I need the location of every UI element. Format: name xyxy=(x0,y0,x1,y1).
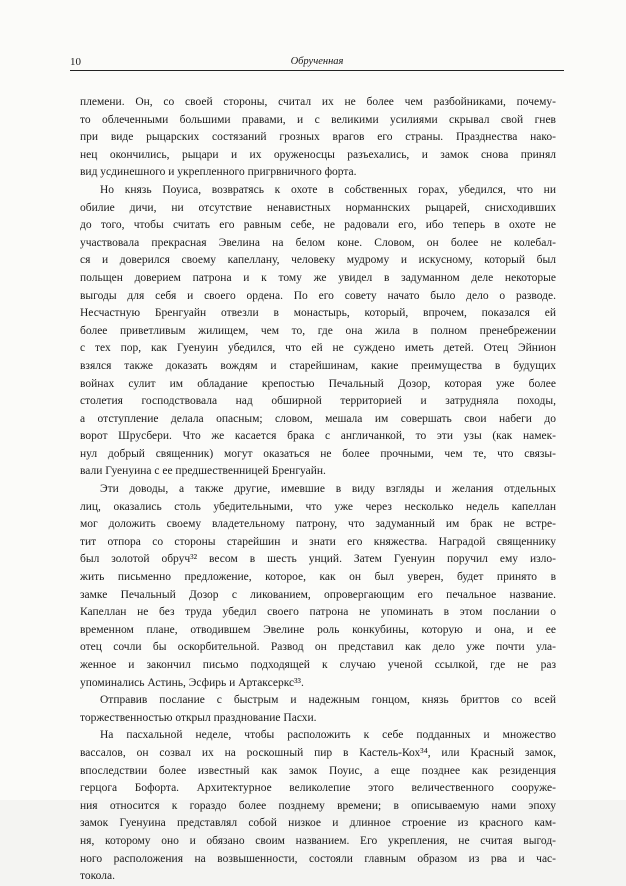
text-line: столетия господствовала над обширной территорией и затрудняла походы, xyxy=(80,395,556,408)
text-line: ния относится к гораздо более позднему времени; в описываемую нами эпоху xyxy=(80,799,556,812)
text-line: женное и закончил письмо подходящей к случаю ученой ссылкой, где не раз xyxy=(80,659,556,671)
text-line: тит отпора со стороны старейшин и знати его княжества. Наградой священнику xyxy=(80,535,556,548)
text-line: выгоды для себя и своего ордена. По его совету начато было дело о разводе. xyxy=(80,289,556,302)
running-title: Обрученная xyxy=(290,56,344,67)
text-line: ворот Шрусбери. Что же касается брака с англичанкой, то эти узы (как намек- xyxy=(80,430,556,443)
text-line: более приветливым жилищем, чем то, где она жила в полном пренебрежении xyxy=(80,324,556,337)
page-number: 10 xyxy=(70,56,81,68)
text-line: На пасхальной неделе, чтобы расположить к себе подданных и множество xyxy=(100,729,556,742)
text-line: с тех пор, как Гуенуин убедился, что ей не суждено иметь детей. Отец Эйнион xyxy=(80,342,556,355)
text-line: ся и доверился своему капеллану, человеку мудрому и искусному, который был xyxy=(80,254,556,267)
text-line: обилие дичи, ни отсутствие ненавистных норманнских рыцарей, снисходивших xyxy=(80,201,556,214)
text-line: до того, чтобы считать его равным себе, не радовали его, ибо теперь в охоте не xyxy=(80,219,556,232)
text-line: впоследствии более известный как замок Поуис, а еще позднее как резиденция xyxy=(80,764,556,777)
page-header xyxy=(70,55,564,69)
text-line: замке Печальный Дозор с ликованием, опровергающим его печальное название. xyxy=(80,588,556,601)
text-line: ня, которому оно и обязано своим названием. Его укрепления, не считая выгод- xyxy=(80,834,556,847)
text-line: лиц, оказались столь убедительными, что уже через несколько недель капеллан xyxy=(80,500,556,513)
text-line: польщен доверием патрона и к тому же увидел в задуманном деле некоторые xyxy=(80,271,556,284)
text-line: взялся также доказать вождям и старейшинам, какие преимущества в будущих xyxy=(80,359,556,372)
text-line: замок Гуенуина представлял собой низкое и длинное строение из красного кам- xyxy=(80,817,556,830)
text-line: герцога Бофорта. Архитектурное великолепие этого величественного сооруже- xyxy=(80,782,556,795)
text-line: Отправив послание с быстрым и надежным гонцом, князь бриттов со всей xyxy=(100,694,556,707)
text-line: вид усдинешного и укрепленного пригрвничного форта. xyxy=(80,166,357,179)
header-rule xyxy=(70,70,564,71)
text-line: был золотой обруч³² весом в шесть унций. Затем Гуенуин поручил ему изло- xyxy=(80,553,556,566)
body-text xyxy=(80,94,556,886)
text-line: а отступление делала опасным; словом, мешала им совершать свои набеги до xyxy=(80,412,556,425)
text-line: нул добрый священник) могут оказаться не более прочными, чем те, что связы- xyxy=(80,447,556,460)
text-line: нец окончились, рыцари и их оруженосцы разъехались, и замок снова принял xyxy=(80,148,556,161)
text-line: ного расположения на возвышенности, состояли главным образом из рва и час- xyxy=(80,852,556,865)
text-line: Эти доводы, а также другие, имевшие в виду взгляды и желания отдельных xyxy=(100,483,556,496)
text-line: войнах сулит им обладание крепостью Печальный Дозор, которая уже более xyxy=(80,377,556,390)
text-line: мог доложить своему владетельному патрону, что задуманный им брак не встре- xyxy=(80,518,556,531)
text-line: упоминались Астинь, Эсфирь и Артаксеркс³³. xyxy=(80,676,304,689)
text-line: Несчастную Бренгуайн отвезли в монастырь, который, впрочем, показался ей xyxy=(80,307,556,320)
text-line: вали Гуенуина с ее предшественницей Бренгуайн. xyxy=(80,465,326,478)
text-line: племени. Он, со своей стороны, считал их не более чем разбойниками, почему- xyxy=(80,96,556,108)
text-line: вассалов, он созвал их на роскошный пир в Кастель-Кох³⁴, или Красный замок, xyxy=(80,746,556,759)
text-line: токола. xyxy=(80,870,115,883)
text-line: жить письменно предложение, которое, как он был уверен, будет принято в xyxy=(80,571,556,584)
text-line: участвовала прекрасная Эвелина на белом коне. Словом, он более не колебал- xyxy=(80,236,556,249)
text-line: временном плане, отводившем Эвелине роль конкубины, которую и она, и ее xyxy=(80,623,556,636)
text-line: при виде рыцарских состязаний грозных врагов его страны. Празднества нако- xyxy=(80,131,556,144)
text-line: Капеллан не без труда убедил своего патрона не упоминать в этом послании о xyxy=(80,606,556,619)
text-line: то облеченными большими правами, и с великими усилиями скрывал свой гнев xyxy=(80,113,556,126)
text-line: отец сочли бы оскорбительной. Развод он представил как дело уже почти ула- xyxy=(80,641,556,654)
text-line: торжественностью открыл празднование Пасхи. xyxy=(80,711,317,724)
text-line: Но князь Поуиса, возвратясь к охоте в собственных горах, убедился, что ни xyxy=(100,183,556,196)
